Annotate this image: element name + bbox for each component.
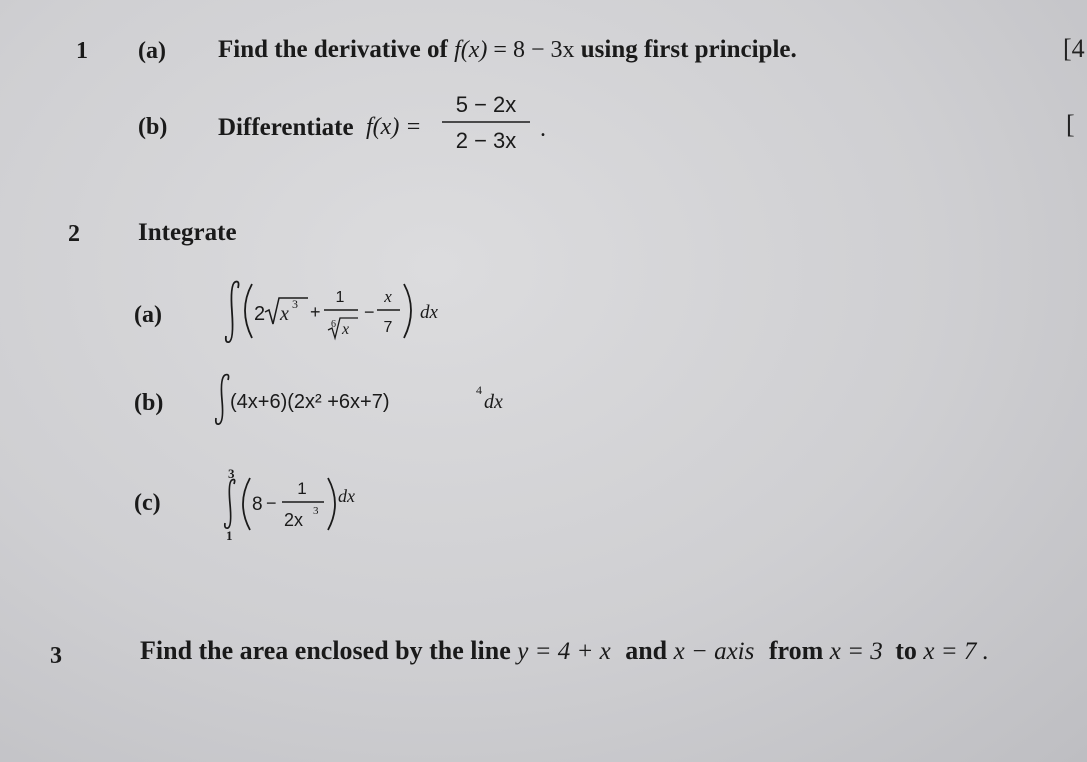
q1a-equals: =: [487, 37, 513, 63]
q1b-period: .: [540, 116, 546, 142]
q3-to-eq: x = 7 .: [923, 638, 989, 665]
q2b-expr: (4x+6)(2x² +6x+7): [230, 391, 390, 413]
q2a-expression: [224, 268, 474, 354]
q2c-dx: dx: [338, 486, 355, 506]
q3-text2: and: [625, 636, 668, 665]
q1b-text: Differentiate: [218, 114, 354, 141]
integral-sign-icon: [216, 375, 229, 425]
minus-sign-1: −: [364, 302, 375, 322]
q1b-label: (b): [138, 114, 168, 140]
right-paren-icon: [404, 284, 411, 338]
q1a-func-rhs: 8 − 3x: [512, 37, 575, 63]
q1a-func-lhs: f(x): [454, 37, 488, 63]
q3-axis: x − axis: [673, 638, 755, 665]
q3-text: [140, 636, 989, 666]
q3-from-eq: x = 3: [829, 638, 883, 665]
right-paren-icon: [328, 478, 335, 530]
q2a-root-index: 6: [331, 319, 336, 330]
question-3-number: 3: [50, 643, 62, 669]
q2b-exp: 4: [476, 383, 482, 397]
q2-heading: Integrate: [138, 219, 237, 246]
q2a-label: (a): [134, 302, 162, 328]
q2c-lower-limit: 1: [226, 528, 233, 543]
q2b-label: (b): [134, 390, 164, 416]
q1a-label: (a): [138, 38, 166, 64]
q2a-radicand: x: [280, 303, 289, 325]
question-2-number: 2: [68, 221, 80, 247]
q1a-marks: [4: [1063, 34, 1085, 63]
q2c-frac-den-exp: 3: [313, 505, 319, 517]
integral-sign-icon: [225, 480, 235, 529]
left-paren-icon: [245, 284, 252, 338]
q2c-label: (c): [134, 490, 161, 516]
q1b-func-lhs: f(x) =: [366, 114, 422, 140]
q2a-radicand-exp: 3: [292, 297, 298, 311]
q1b-marks: [: [1066, 110, 1075, 139]
q3-text1: Find the area enclosed by the line: [140, 636, 511, 665]
q2c-const: 8: [252, 494, 263, 515]
left-paren-icon: [243, 478, 250, 530]
q2c-expression: [204, 460, 404, 546]
q3-text4: to: [895, 636, 917, 665]
q2a-coef: 2: [254, 303, 266, 325]
q1b-numerator: 5 − 2x: [455, 92, 517, 117]
minus-sign-2: −: [266, 493, 277, 513]
q2a-frac1-den: x: [342, 321, 350, 338]
plus-sign-1: +: [310, 302, 321, 322]
q2a-dx: dx: [420, 302, 438, 323]
q2c-upper-limit: 3: [228, 466, 235, 481]
q1a-text: [218, 36, 797, 64]
integral-sign-icon: [226, 282, 239, 343]
q2a-frac1-num: 1: [335, 289, 345, 306]
question-1-number: 1: [76, 38, 88, 64]
q3-line-eq: y = 4 + x: [517, 638, 611, 665]
q1b-denominator: 2 − 3x: [455, 128, 517, 153]
q1a-text-before: Find the derivative of: [218, 36, 448, 63]
q2a-frac2-num: x: [384, 287, 392, 306]
q2b-dx: dx: [484, 391, 503, 413]
q2b-expression: [214, 370, 534, 430]
q2a-frac2-den: 7: [383, 319, 393, 336]
q3-text3: from: [768, 636, 824, 665]
q1a-text-after: using first principle.: [580, 36, 797, 63]
q2c-frac-num: 1: [297, 479, 307, 498]
q2c-frac-den: 2x: [284, 510, 304, 530]
q1b-fraction: [436, 84, 536, 164]
